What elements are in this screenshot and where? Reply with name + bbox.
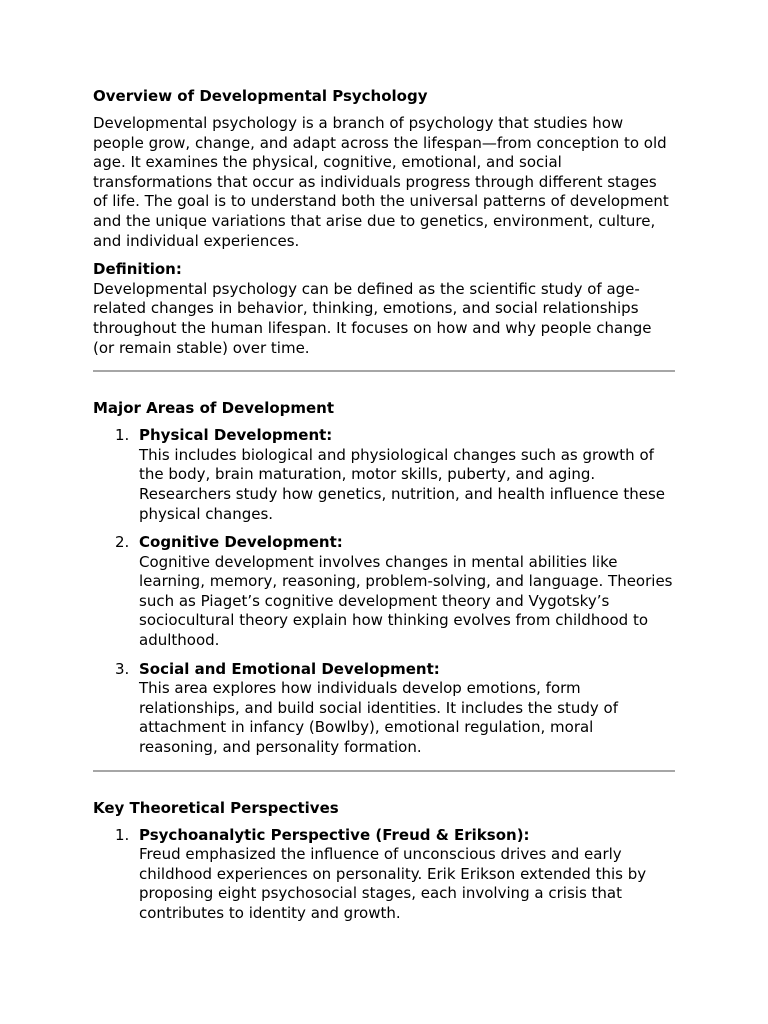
list-item-social-emotional-development [93,660,675,758]
list-item-title: Physical Development: [139,426,333,445]
section-divider [93,770,675,772]
perspectives-list [93,826,675,924]
list-item-number: 3. [115,659,130,678]
list-item-title: Social and Emotional Development: [139,659,440,678]
list-item-number: 1. [115,825,130,844]
definition-paragraph: Developmental psychology can be defined as the scientific study of age-related changes in behavior, thinking, emotions, and social relationships throughout the human lifespan. It focuses on how and why people change (or remain stable) over time. [93,279,652,357]
major-areas-list [93,426,675,758]
section-divider [93,370,675,372]
list-item-number: 2. [115,533,130,552]
section-title-major-areas: Major Areas of Development [93,399,335,418]
list-item-physical-development [93,426,675,524]
section-title-perspectives: Key Theoretical Perspectives [93,798,339,817]
list-item-body: Freud emphasized the influence of unconscious drives and early childhood experiences on personality. Erik Erikson extended this by proposing eight psychosocial stages, each involving a crisis that contributes to identity and growth. [139,845,647,922]
list-item-cognitive-development [93,533,675,651]
list-item-body: This area explores how individuals develop emotions, form relationships, and build social identities. It includes the study of attachment in infancy (Bowlby), emotional regulation, moral reasoning, and personality formation. [139,679,619,757]
list-item-body: This includes biological and physiological changes such as growth of the body, brain maturation, motor skills, puberty, and aging. Researchers study how genetics, nutrition, and health influence these physical changes. [139,445,666,523]
definition-label: Definition: [93,260,182,279]
list-item-title: Cognitive Development: [139,533,343,552]
list-item-title: Psychoanalytic Perspective (Freud & Erikson): [139,825,530,844]
overview-intro-paragraph: Developmental psychology is a branch of psychology that studies how people grow, change, and adapt across the lifespan—from conception to old age. It examines the physical, cognitive, emotional, and social transformations that occur as individuals progress through different stages of life. The goal is to understand both the universal patterns of development and the unique variations that arise due to genetics, environment, culture, and individual experiences. [93,114,669,250]
list-item-psychoanalytic-perspective [93,826,675,924]
list-item-body: Cognitive development involves changes in mental abilities like learning, memory, reasoning, problem-solving, and language. Theories such as Piaget’s cognitive development theory and Vygotsky’s sociocultural theory explain how thinking evolves from childhood to adulthood. [139,552,673,650]
section-title-overview: Overview of Developmental Psychology [93,87,428,105]
list-item-number: 1. [115,426,130,445]
